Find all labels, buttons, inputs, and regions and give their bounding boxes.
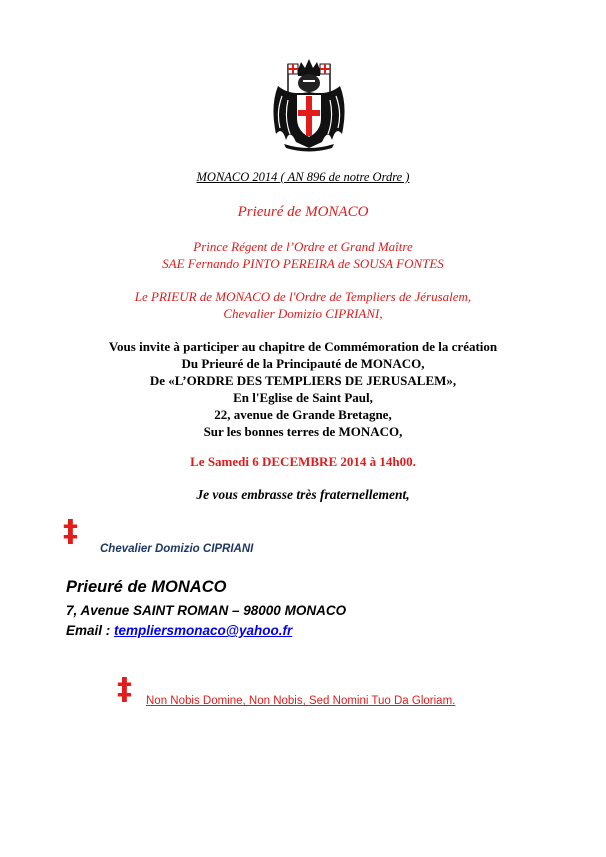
event-date: Le Samedi 6 DECEMBRE 2014 à 14h00.	[190, 454, 416, 469]
prieur-block	[0, 288, 606, 322]
prieur-line-2: Chevalier Domizio CIPRIANI,	[223, 306, 383, 321]
motto-text: Non Nobis Domine, Non Nobis, Sed Nomini Tuo Da Gloriam.	[146, 695, 456, 707]
invitation-text	[0, 338, 606, 440]
document-title: MONACO 2014 ( AN 896 de notre Ordre )	[196, 170, 410, 184]
invitation-line: Vous invite à participer au chapitre de Commémoration de la création	[108, 339, 498, 354]
prince-line-1: Prince Régent de l’Ordre et Grand Maître	[193, 239, 413, 254]
invitation-line: En l'Eglise de Saint Paul,	[233, 390, 373, 405]
invitation-line: De «L’ORDRE DES TEMPLIERS DE JERUSALEM»,	[149, 373, 457, 388]
prince-line-2: SAE Fernando PINTO PEREIRA de SOUSA FONTES	[162, 256, 444, 271]
closing-phrase: Je vous embrasse très fraternellement,	[196, 487, 410, 502]
contact-org: Prieuré de MONACO	[66, 578, 227, 596]
prince-regent-block	[0, 238, 606, 272]
invitation-line: 22, avenue de Grande Bretagne,	[214, 407, 392, 422]
prieur-line-1: Le PRIEUR de MONACO de l'Ordre de Templiers de Jérusalem,	[134, 289, 472, 304]
invitation-line: Sur les bonnes terres de MONACO,	[203, 424, 403, 439]
invitation-line: Du Prieuré de la Principauté de MONACO,	[181, 356, 425, 371]
prieure-heading: Prieuré de MONACO	[237, 204, 369, 220]
contact-address: 7, Avenue SAINT ROMAN – 98000 MONACO	[66, 603, 347, 618]
cross-of-lorraine-icon: ‡	[117, 672, 132, 707]
email-link[interactable]: templiersmonaco@yahoo.fr	[114, 623, 293, 638]
coat-of-arms-logo	[268, 56, 350, 152]
contact-email-row	[66, 623, 292, 638]
cross-of-lorraine-icon: ‡	[63, 514, 78, 549]
signature-name: Chevalier Domizio CIPRIANI	[100, 543, 254, 555]
email-label: Email :	[66, 623, 115, 638]
